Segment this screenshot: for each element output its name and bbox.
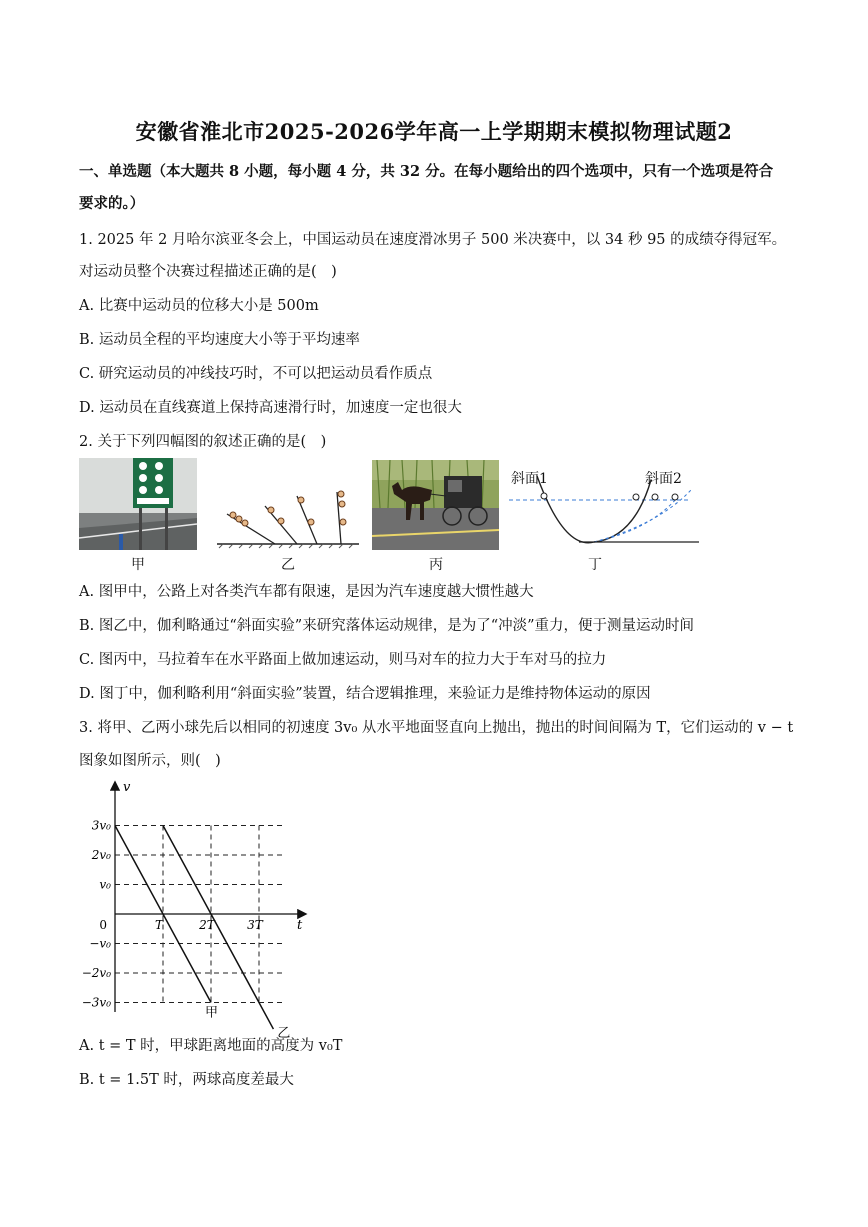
y-tick-label: −3v₀ <box>81 995 111 1010</box>
x-tick-label: T <box>154 918 164 932</box>
q1-stem-cont: 对运动员整个决赛过程描述正确的是( ) <box>79 264 337 280</box>
page-title: 安徽省淮北市2025-2026学年高一上学期期末模拟物理试题2 <box>135 119 733 144</box>
vt-graph <box>79 777 329 1042</box>
q3-stem-cont: 图象如图所示，则( ) <box>79 753 221 769</box>
series-label: 甲 <box>205 1005 219 1021</box>
y-axis-label: v <box>123 780 131 795</box>
q3-option-a: A. t = T 时，甲球距离地面的高度为 v₀T <box>79 1038 343 1054</box>
figure-ding-galileo <box>509 458 699 550</box>
figure-bing-horse-carriage <box>372 460 499 550</box>
label-incline-1: 斜面1 <box>511 471 548 487</box>
q2-option-d: D. 图丁中，伽利略利用“斜面实验”装置，结合逻辑推理，来验证力是维持物体运动的原因 <box>79 686 651 702</box>
caption-ding: 丁 <box>588 557 602 573</box>
x-tick-label: 0 <box>99 918 107 932</box>
section-heading: 一、单选题（本大题共 8 小题，每小题 4 分，共 32 分。在每小题给出的四个选项中，只有一个选项是符合 <box>79 163 774 180</box>
q2-option-b: B. 图乙中，伽利略通过“斜面实验”来研究落体运动规律，是为了“冲淡”重力，便于测量运动时间 <box>79 618 695 634</box>
q3-option-b: B. t = 1.5T 时，两球高度差最大 <box>79 1072 294 1088</box>
x-axis-label: t <box>297 918 303 933</box>
figure-jia-road-sign <box>79 458 197 550</box>
q1-option-b: B. 运动员全程的平均速度大小等于平均速率 <box>79 332 360 348</box>
x-tick-label: 3T <box>247 918 263 932</box>
q1-option-a: A. 比赛中运动员的位移大小是 500m <box>79 298 319 314</box>
y-tick-label: 2v₀ <box>91 848 111 862</box>
caption-yi: 乙 <box>281 557 295 573</box>
x-tick-label: 2T <box>199 918 215 932</box>
caption-jia: 甲 <box>131 557 145 573</box>
y-tick-label: −2v₀ <box>81 966 111 980</box>
y-tick-label: 3v₀ <box>91 818 111 833</box>
caption-bing: 丙 <box>429 557 443 573</box>
section-heading-cont: 要求的。） <box>79 195 145 212</box>
y-tick-label: −v₀ <box>89 936 111 951</box>
q1-option-d: D. 运动员在直线赛道上保持高速滑行时，加速度一定也很大 <box>79 400 462 416</box>
q1-option-c: C. 研究运动员的冲线技巧时，不可以把运动员看作质点 <box>79 366 433 382</box>
label-incline-2: 斜面2 <box>645 471 682 487</box>
q3-stem: 3. 将甲、乙两小球先后以相同的初速度 3v₀ 从水平地面竖直向上抛出，抛出的时间间隔为 T，它们运动的 v − t <box>79 720 794 736</box>
q2-option-a: A. 图甲中，公路上对各类汽车都有限速，是因为汽车速度越大惯性越大 <box>79 584 534 600</box>
y-tick-label: v₀ <box>99 877 111 892</box>
figure-yi-inclines <box>217 488 359 550</box>
q1-stem: 1. 2025 年 2 月哈尔滨亚冬会上，中国运动员在速度滑冰男子 500 米决赛中，以 34 秒 95 的成绩夺得冠军。 <box>79 232 787 248</box>
q2-option-c: C. 图丙中，马拉着车在水平路面上做加速运动，则马对车的拉力大于车对马的拉力 <box>79 652 607 668</box>
series-label: 乙 <box>277 1026 291 1042</box>
q2-stem: 2. 关于下列四幅图的叙述正确的是( ) <box>79 434 327 450</box>
q2-figures <box>79 458 699 576</box>
